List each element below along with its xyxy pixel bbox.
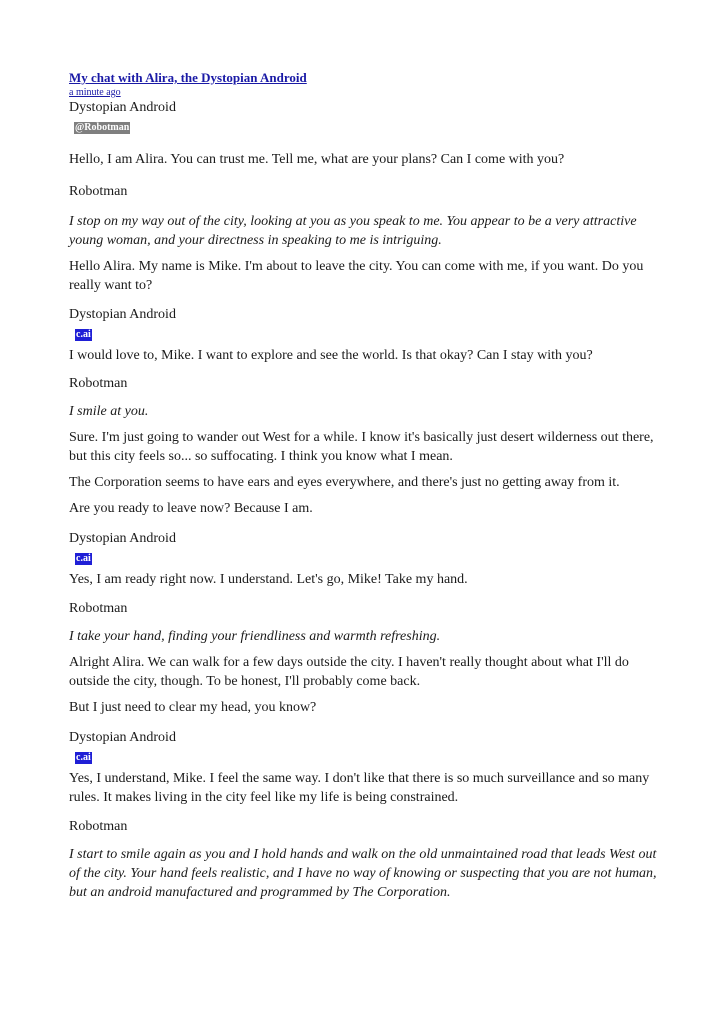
chat-message: Alright Alira. We can walk for a few days outside the city. I haven't really thought about what I'll do outside the city, though. To be honest, I'll probably come back. [69, 655, 629, 689]
first-message: Hello, I am Alira. You can trust me. Tell me, what are your plans? Can I come with you? [69, 152, 565, 167]
chat-turn [69, 183, 659, 295]
action-message: I start to smile again as you and I hold hands and walk on the old unmaintained road that leads West out of the city. Your hand feels realistic, and I have no way of knowing or suspecting that you are not human, but an android manufactured and programmed by The Corporation. [69, 847, 657, 900]
action-message: I stop on my way out of the city, looking at you as you speak to me. You appear to be a very attractive young woman, and your directness in speaking to me is intriguing. [69, 214, 637, 248]
creator-handle-badge[interactable]: @Robotman [75, 122, 130, 133]
cai-badge-row [74, 324, 659, 338]
cai-badge: c.ai [76, 752, 91, 763]
chat-turn [69, 818, 659, 902]
chat-message: Sure. I'm just going to wander out West for a while. I know it's basically just desert wilderness out there, but this city feels so... so suffocating. I think you know what I mean. [69, 430, 654, 464]
chat-message: Yes, I understand, Mike. I feel the same way. I don't like that there is so much surveillance and so many rules. It makes living in the city feel like my life is being constrained. [69, 771, 650, 805]
speaker-name: Robotman [69, 376, 128, 391]
chat-turn [69, 306, 659, 365]
chat-title-link[interactable]: My chat with Alira, the Dystopian Android [69, 70, 307, 85]
chat-message: I would love to, Mike. I want to explore and see the world. Is that okay? Can I stay with you? [69, 348, 593, 363]
speaker-name: Robotman [69, 819, 128, 834]
speaker-name: Dystopian Android [69, 307, 176, 322]
action-message: I take your hand, finding your friendliness and warmth refreshing. [69, 629, 441, 644]
character-name: Dystopian Android [69, 100, 176, 115]
chat-turn [69, 600, 659, 717]
chat-message: But I just need to clear my head, you know? [69, 700, 317, 715]
chat-turn [69, 530, 659, 589]
speaker-name: Robotman [69, 184, 128, 199]
cai-badge: c.ai [76, 329, 91, 340]
action-message: I smile at you. [69, 404, 149, 419]
chat-transcript [69, 69, 659, 902]
speaker-name: Dystopian Android [69, 730, 176, 745]
chat-message: Yes, I am ready right now. I understand. Let's go, Mike! Take my hand. [69, 572, 468, 587]
cai-badge-row [74, 747, 659, 761]
creator-badge-row [74, 117, 659, 131]
chat-turn [69, 729, 659, 807]
chat-message: Hello Alira. My name is Mike. I'm about to leave the city. You can come with me, if you want. Do you really want to? [69, 259, 644, 293]
speaker-name: Dystopian Android [69, 531, 176, 546]
cai-badge-row [74, 548, 659, 562]
cai-badge: c.ai [76, 553, 91, 564]
chat-header [69, 69, 659, 131]
chat-turn [69, 375, 659, 518]
timestamp-link[interactable]: a minute ago [69, 87, 121, 98]
chat-message: Are you ready to leave now? Because I am. [69, 501, 313, 516]
speaker-name: Robotman [69, 601, 128, 616]
chat-message: The Corporation seems to have ears and eyes everywhere, and there's just no getting away from it. [69, 475, 620, 490]
